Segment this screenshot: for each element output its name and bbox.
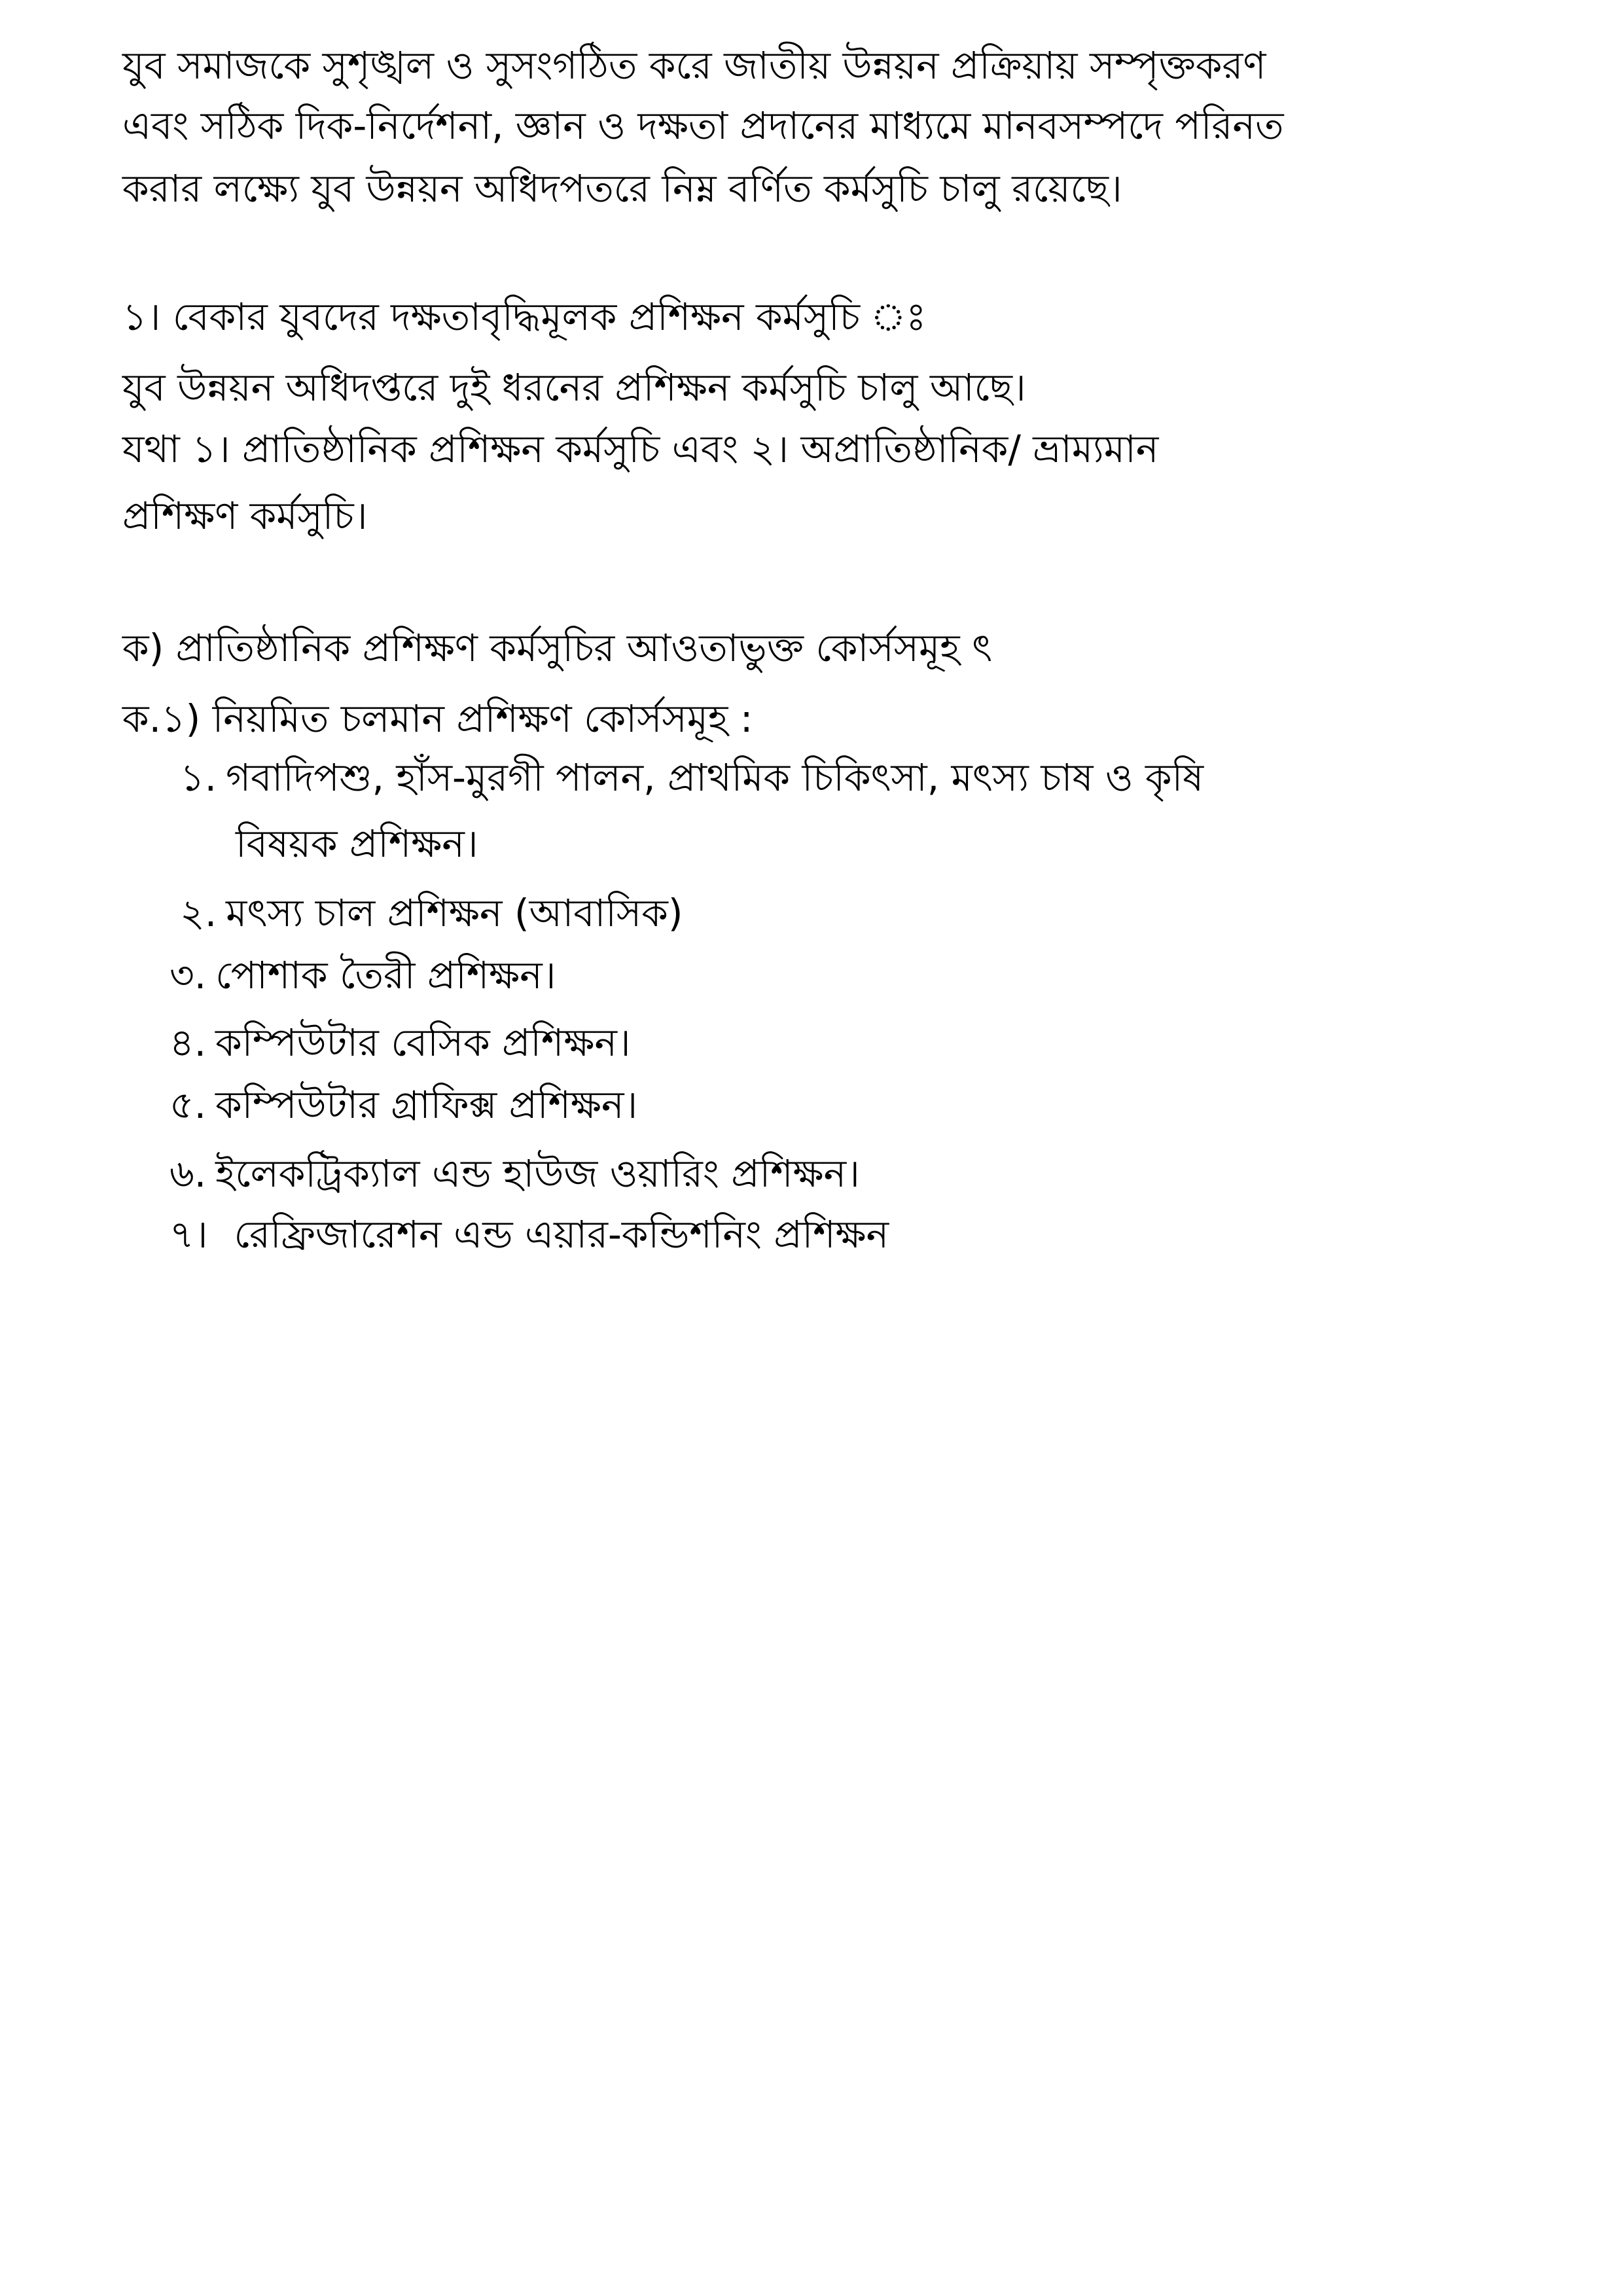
list-item	[169, 1208, 889, 1261]
item-number: ১.	[180, 755, 217, 800]
item-text: মৎস্য চাল প্রশিক্ষন (আবাসিক)	[226, 891, 683, 935]
list-item	[169, 1079, 637, 1131]
section-ka-heading: ক) প্রাতিষ্ঠানিক প্রশিক্ষণ কর্মসুচির আওতাভুক্ত কোর্সসমূহ ৎ	[122, 626, 993, 670]
item-text: কম্পিউটার গ্রাফিক্স প্রশিক্ষন।	[215, 1083, 638, 1127]
intro-line-1: যুব সমাজকে সুশৃঙ্খল ও সুসংগঠিত করে জাতীয় উন্নয়ন প্রক্রিয়ায় সম্পৃক্তকরণ	[122, 43, 1266, 88]
item-text: গবাদিপশু, হাঁস-মুরগী পালন, প্রাথমিক চিকিৎসা, মৎস্য চাষ ও কৃষি	[226, 755, 1204, 800]
section1-line-1: যুব উন্নয়ন অধিদপ্তরে দুই ধরনের প্রশিক্ষন কর্মসুচি চালু আছে।	[122, 365, 1026, 410]
item-number: ২.	[180, 891, 217, 935]
item-number: ৪.	[169, 1020, 207, 1065]
section-ka1-subheading: ক.১) নিয়মিত চলমান প্রশিক্ষণ কোর্সসমূহ :	[122, 696, 753, 741]
item-text: রেফ্রিজারেশন এন্ড এয়ার-কন্ডিশনিং প্রশিক্ষন	[234, 1212, 889, 1257]
item-number: ৬.	[169, 1151, 207, 1196]
list-item-continuation: বিষয়ক প্রশিক্ষন।	[236, 821, 478, 866]
intro-line-3: করার লক্ষ্যে যুব উন্নয়ন অধিদপতরে নিম্ন বর্ণিত কর্মসুচি চালু রয়েছে।	[122, 166, 1122, 211]
item-text: পোশাক তৈরী প্রশিক্ষন।	[215, 953, 556, 997]
section1-line-2: যথা ১। প্রাতিষ্ঠানিক প্রশিক্ষন কর্মসুচি এবং ২। অপ্রাতিষ্ঠানিক/ ভ্রাম্যমান	[122, 427, 1159, 471]
list-item	[169, 1147, 860, 1200]
section1-line-3: প্রশিক্ষণ কর্মসুচি।	[122, 493, 368, 538]
section1-heading: ১। বেকার যুবদের দক্ষতাবৃদ্ধিমূলক প্রশিক্ষন কর্মসুচি ঃ	[122, 295, 927, 339]
list-item	[169, 949, 556, 1001]
item-number: ৩.	[169, 953, 207, 997]
item-text: কম্পিউটার বেসিক প্রশিক্ষন।	[215, 1020, 631, 1065]
list-item	[169, 1016, 631, 1069]
list-item	[180, 887, 683, 939]
item-text: ইলেকট্রিক্যাল এন্ড হাউজ ওয়ারিং প্রশিক্ষন।	[215, 1151, 860, 1196]
intro-line-2: এবং সঠিক দিক-নির্দেশনা, জ্ঞান ও দক্ষতা প্রদানের মাধ্যমে মানবসম্পদে পরিনত	[122, 103, 1284, 148]
list-item	[180, 751, 1204, 804]
item-number: ৭।	[169, 1212, 208, 1257]
item-number: ৫.	[169, 1083, 207, 1127]
